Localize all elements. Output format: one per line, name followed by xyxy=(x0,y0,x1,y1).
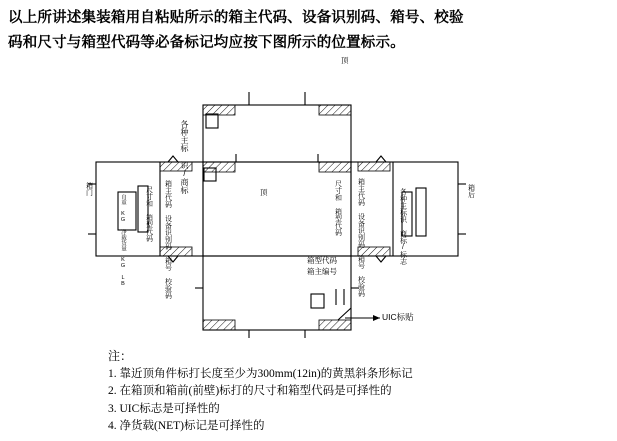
label-door-weights: 自重 KG 净载货量 KG LB xyxy=(120,194,126,287)
notes-block xyxy=(108,348,578,436)
label-door-size-type-code: 尺寸和 箱型代码 xyxy=(145,186,153,242)
label-center-top: 顶 xyxy=(260,188,268,197)
note-item-3: 3. UIC标志是可择性的 xyxy=(108,402,220,415)
note-item-2: 2. 在箱顶和箱前(前壁)标打的尺寸和箱型代码是可择性的 xyxy=(108,385,392,397)
label-rear-size-type-code: 尺寸和 箱型代码 xyxy=(334,180,342,236)
label-door-owner-code: 箱主代码 设备识别码 箱号 校验码 xyxy=(164,180,172,299)
heading-line-2: 码和尺寸与箱型代码等必备标记均应按下图所示的位置标示。 xyxy=(8,35,405,51)
heading-line-1: 以上所讲述集装箱用自粘贴所示的箱主代码、设备识别码、箱号、校验 xyxy=(8,10,464,26)
label-left-door: 箱门 xyxy=(85,182,93,196)
container-marking-diagram xyxy=(0,58,617,348)
notes-title: 注： xyxy=(108,349,133,363)
label-rear-brand-marks: 各种主标识 商标/标志 xyxy=(399,188,407,265)
label-top: 顶 xyxy=(341,56,349,65)
label-box-owner-number: 箱主编号 xyxy=(307,267,337,276)
label-box-type-code: 箱型代码 xyxy=(307,256,337,265)
label-right-rear: 箱后 xyxy=(467,184,475,198)
note-item-1: 1. 靠近顶角件标打长度至少为300mm(12in)的黄黑斜条形标记 xyxy=(108,367,413,380)
note-item-4: 4. 净货载(NET)标记是可择性的 xyxy=(108,420,265,432)
page-heading xyxy=(8,6,608,56)
label-uic-sticker: UIC标贴 xyxy=(382,312,414,322)
label-rear-owner-code: 箱主代码 设备识别码 箱号 校验码 xyxy=(357,178,365,297)
diagram-svg xyxy=(0,58,617,348)
label-top-panel-marks: 各种主标 识/商标 xyxy=(180,120,189,194)
